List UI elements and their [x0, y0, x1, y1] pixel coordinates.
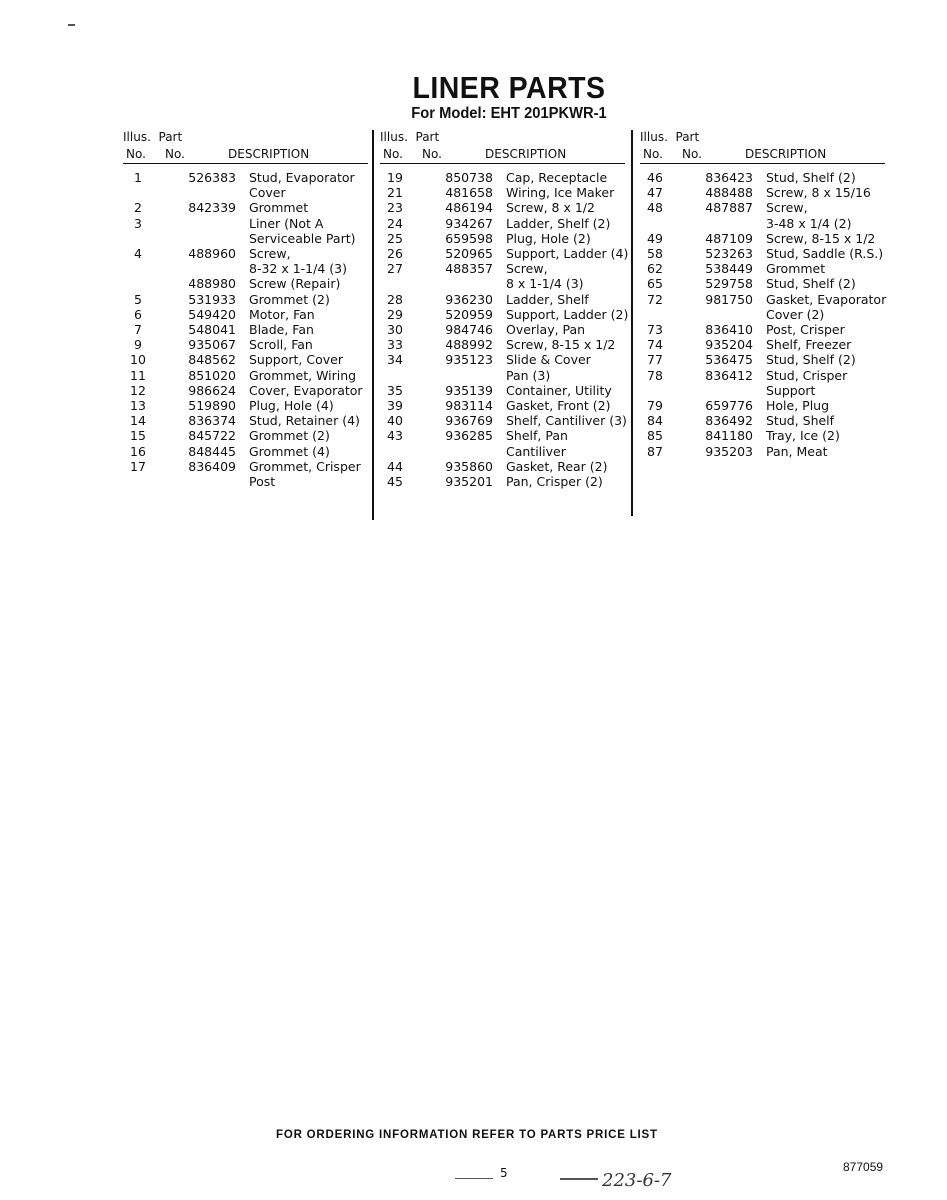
illus-number: 9 — [134, 337, 142, 353]
illus-number: 46 — [647, 170, 663, 185]
illus-number: 29 — [387, 306, 403, 322]
illus-number: 49 — [647, 230, 663, 246]
part-description: Stud, Shelf (2) — [766, 276, 856, 292]
part-description: Container, Utility — [506, 382, 612, 398]
part-description: Grommet, Wiring — [249, 367, 357, 383]
part-number: 984746 — [445, 322, 493, 338]
part-row — [380, 383, 635, 398]
model-subtitle: For Model: EHT 201PKWR-1 — [411, 105, 607, 122]
part-row — [380, 261, 635, 291]
part-row — [380, 413, 635, 428]
part-number: 488357 — [445, 261, 493, 277]
part-row — [380, 398, 635, 413]
illus-number: 34 — [387, 352, 403, 368]
part-row — [123, 276, 378, 291]
header-description: DESCRIPTION — [745, 147, 827, 161]
illus-number: 19 — [387, 170, 403, 185]
illus-number: 85 — [647, 428, 663, 444]
part-number: 526383 — [188, 170, 236, 185]
part-row — [380, 337, 635, 352]
part-description: Shelf, Pan Cantiliver — [506, 428, 568, 459]
part-description: Support, Ladder (2) — [506, 306, 629, 322]
part-description: Screw, 8-15 x 1/2 — [766, 230, 876, 246]
part-row — [380, 322, 635, 337]
part-description: Screw, 3-48 x 1/4 (2) — [766, 200, 852, 231]
part-number: 519890 — [188, 398, 236, 414]
part-row — [640, 292, 895, 322]
illus-number: 77 — [647, 352, 663, 368]
part-number: 487109 — [705, 230, 753, 246]
part-number: 836374 — [188, 413, 236, 429]
part-description: Grommet — [766, 261, 826, 277]
part-row — [640, 368, 895, 398]
part-row — [123, 383, 378, 398]
part-row — [123, 322, 378, 337]
scan-mark — [455, 1178, 493, 1179]
part-row — [640, 398, 895, 413]
part-description: Plug, Hole (4) — [249, 398, 334, 414]
illus-number: 4 — [134, 246, 142, 262]
part-description: Cap, Receptacle — [506, 170, 608, 185]
illus-number: 58 — [647, 246, 663, 262]
header-illus-part: Illus. Part — [640, 130, 700, 144]
part-row — [640, 428, 895, 443]
part-number: 549420 — [188, 306, 236, 322]
illus-number: 73 — [647, 322, 663, 338]
part-description: Support, Ladder (4) — [506, 246, 629, 262]
illus-number: 62 — [647, 261, 663, 277]
illus-number: 10 — [130, 352, 146, 368]
part-description: Gasket, Evaporator Cover (2) — [766, 291, 887, 322]
part-row — [123, 246, 378, 276]
part-number: 836492 — [705, 413, 753, 429]
part-number: 520965 — [445, 246, 493, 262]
part-number: 936230 — [445, 291, 493, 307]
illus-number: 2 — [134, 200, 142, 216]
header-illus-no: No. — [126, 147, 146, 161]
illus-number: 28 — [387, 291, 403, 307]
illus-number: 39 — [387, 398, 403, 414]
illus-number: 44 — [387, 458, 403, 474]
part-description: Support, Cover — [249, 352, 343, 368]
part-description: Stud, Crisper Support — [766, 367, 848, 398]
illus-number: 17 — [130, 458, 146, 474]
part-number: 486194 — [445, 200, 493, 216]
part-description: Pan, Meat — [766, 443, 828, 459]
part-number: 851020 — [188, 367, 236, 383]
part-number: 936285 — [445, 428, 493, 444]
illus-number: 7 — [134, 322, 142, 338]
part-description: Screw, 8 x 1/2 — [506, 200, 595, 216]
header-illus-no: No. — [383, 147, 403, 161]
part-number: 934267 — [445, 215, 493, 231]
part-row — [640, 337, 895, 352]
part-number: 659776 — [705, 398, 753, 414]
part-row — [380, 246, 635, 261]
part-number: 836410 — [705, 322, 753, 338]
part-number: 935139 — [445, 382, 493, 398]
part-row — [380, 428, 635, 458]
handwritten-note: 223-6-7 — [602, 1170, 672, 1191]
illus-number: 43 — [387, 428, 403, 444]
part-row — [123, 216, 378, 246]
illus-number: 33 — [387, 337, 403, 353]
part-description: Cover, Evaporator — [249, 382, 363, 398]
part-number: 488960 — [188, 246, 236, 262]
illus-number: 30 — [387, 322, 403, 338]
header-part-no: No. — [422, 147, 442, 161]
illus-number: 40 — [387, 413, 403, 429]
part-description: Gasket, Rear (2) — [506, 458, 608, 474]
part-number: 935204 — [705, 337, 753, 353]
part-row — [123, 200, 378, 215]
header-illus-part: Illus. Part — [380, 130, 440, 144]
part-number: 536475 — [705, 352, 753, 368]
header-part-no: No. — [165, 147, 185, 161]
part-number: 841180 — [705, 428, 753, 444]
part-description: Stud, Shelf (2) — [766, 170, 856, 185]
part-description: Liner (Not A Serviceable Part) — [249, 215, 356, 246]
header-description: DESCRIPTION — [228, 147, 310, 161]
illus-number: 74 — [647, 337, 663, 353]
part-number: 836412 — [705, 367, 753, 383]
illus-number: 15 — [130, 428, 146, 444]
part-description: Screw (Repair) — [249, 276, 341, 292]
illus-number: 23 — [387, 200, 403, 216]
part-description: Screw, 8-32 x 1-1/4 (3) — [249, 246, 347, 277]
part-number: 659598 — [445, 230, 493, 246]
part-row — [640, 231, 895, 246]
part-number: 986624 — [188, 382, 236, 398]
scan-mark — [68, 24, 75, 26]
part-row — [123, 307, 378, 322]
part-number: 935123 — [445, 352, 493, 368]
part-description: Stud, Evaporator Cover — [249, 170, 355, 201]
illus-number: 21 — [387, 185, 403, 201]
illus-number: 24 — [387, 215, 403, 231]
part-number: 481658 — [445, 185, 493, 201]
illus-number: 47 — [647, 185, 663, 201]
part-description: Screw, 8-15 x 1/2 — [506, 337, 616, 353]
part-number: 523263 — [705, 246, 753, 262]
part-number: 936769 — [445, 413, 493, 429]
part-row — [640, 170, 895, 185]
part-number: 848562 — [188, 352, 236, 368]
header-illus-part: Illus. Part — [123, 130, 183, 144]
column-header — [380, 147, 625, 164]
illus-number: 27 — [387, 261, 403, 277]
part-number: 520959 — [445, 306, 493, 322]
part-number: 487887 — [705, 200, 753, 216]
part-number: 935067 — [188, 337, 236, 353]
part-row — [380, 292, 635, 307]
part-row — [123, 459, 378, 489]
part-description: Blade, Fan — [249, 322, 314, 338]
part-number: 935203 — [705, 443, 753, 459]
illus-number: 26 — [387, 246, 403, 262]
part-row — [123, 413, 378, 428]
column-header — [640, 147, 885, 164]
part-number: 488488 — [705, 185, 753, 201]
part-row — [380, 200, 635, 215]
part-description: Motor, Fan — [249, 306, 315, 322]
illus-number: 48 — [647, 200, 663, 216]
part-row — [640, 352, 895, 367]
illus-number: 35 — [387, 382, 403, 398]
part-number: 845722 — [188, 428, 236, 444]
part-description: Plug, Hole (2) — [506, 230, 591, 246]
part-row — [380, 170, 635, 185]
part-number: 983114 — [445, 398, 493, 414]
illus-number: 45 — [387, 474, 403, 490]
part-description: Slide & Cover Pan (3) — [506, 352, 591, 383]
part-description: Grommet — [249, 200, 309, 216]
ordering-info: FOR ORDERING INFORMATION REFER TO PARTS PRICE LIST — [276, 1129, 658, 1141]
illus-number: 6 — [134, 306, 142, 322]
part-description: Ladder, Shelf (2) — [506, 215, 611, 231]
part-number: 836409 — [188, 458, 236, 474]
part-number: 529758 — [705, 276, 753, 292]
column-header — [123, 147, 368, 164]
illus-number: 87 — [647, 443, 663, 459]
illus-number: 16 — [130, 443, 146, 459]
part-row — [640, 444, 895, 459]
illus-number: 65 — [647, 276, 663, 292]
illus-number: 72 — [647, 291, 663, 307]
part-number: 538449 — [705, 261, 753, 277]
illus-number: 14 — [130, 413, 146, 429]
illus-number: 12 — [130, 382, 146, 398]
part-row — [640, 413, 895, 428]
part-description: Screw, 8 x 1-1/4 (3) — [506, 261, 584, 292]
part-row — [123, 368, 378, 383]
part-row — [380, 231, 635, 246]
part-number: 981750 — [705, 291, 753, 307]
part-number: 842339 — [188, 200, 236, 216]
part-row — [380, 185, 635, 200]
part-row — [640, 185, 895, 200]
part-number: 531933 — [188, 291, 236, 307]
part-description: Shelf, Freezer — [766, 337, 852, 353]
scan-mark — [560, 1178, 598, 1180]
part-description: Post, Crisper — [766, 322, 845, 338]
part-description: Hole, Plug — [766, 398, 830, 414]
part-number: 935860 — [445, 458, 493, 474]
part-description: Stud, Saddle (R.S.) — [766, 246, 884, 262]
part-description: Stud, Shelf — [766, 413, 835, 429]
part-description: Pan, Crisper (2) — [506, 474, 603, 490]
illus-number: 78 — [647, 367, 663, 383]
part-row — [640, 276, 895, 291]
part-row — [640, 200, 895, 230]
header-part-no: No. — [682, 147, 702, 161]
part-number: 488992 — [445, 337, 493, 353]
illus-number: 84 — [647, 413, 663, 429]
page-title: LINER PARTS — [412, 70, 606, 105]
part-row — [123, 352, 378, 367]
part-description: Screw, 8 x 15/16 — [766, 185, 871, 201]
part-description: Grommet (4) — [249, 443, 330, 459]
part-row — [123, 428, 378, 443]
part-description: Tray, Ice (2) — [766, 428, 840, 444]
part-row — [380, 307, 635, 322]
part-description: Grommet, Crisper Post — [249, 458, 361, 490]
part-row — [123, 170, 378, 200]
illus-number: 25 — [387, 230, 403, 246]
part-description: Scroll, Fan — [249, 337, 313, 353]
part-description: Gasket, Front (2) — [506, 398, 611, 414]
part-row — [640, 246, 895, 261]
illus-number: 79 — [647, 398, 663, 414]
part-description: Grommet (2) — [249, 428, 330, 444]
part-number: 850738 — [445, 170, 493, 185]
part-number: 848445 — [188, 443, 236, 459]
illus-number: 1 — [134, 170, 142, 185]
part-description: Wiring, Ice Maker — [506, 185, 615, 201]
part-description: Shelf, Cantiliver (3) — [506, 413, 627, 429]
part-row — [123, 444, 378, 459]
part-row — [380, 352, 635, 382]
part-row — [640, 261, 895, 276]
part-number: 836423 — [705, 170, 753, 185]
part-row — [640, 322, 895, 337]
illus-number: 13 — [130, 398, 146, 414]
part-description: Grommet (2) — [249, 291, 330, 307]
part-row — [123, 398, 378, 413]
part-row — [380, 459, 635, 474]
illus-number: 11 — [130, 367, 146, 383]
part-number: 548041 — [188, 322, 236, 338]
part-row — [123, 337, 378, 352]
header-description: DESCRIPTION — [485, 147, 567, 161]
illus-number: 3 — [134, 215, 142, 231]
part-row — [123, 292, 378, 307]
part-row — [380, 474, 635, 489]
part-description: Stud, Shelf (2) — [766, 352, 856, 368]
part-number: 935201 — [445, 474, 493, 490]
part-row — [380, 216, 635, 231]
part-number: 488980 — [188, 276, 236, 292]
document-number: 877059 — [843, 1160, 884, 1174]
header-illus-no: No. — [643, 147, 663, 161]
part-description: Stud, Retainer (4) — [249, 413, 360, 429]
part-description: Overlay, Pan — [506, 322, 586, 338]
page-number: 5 — [500, 1166, 508, 1180]
illus-number: 5 — [134, 291, 142, 307]
part-description: Ladder, Shelf — [506, 291, 589, 307]
